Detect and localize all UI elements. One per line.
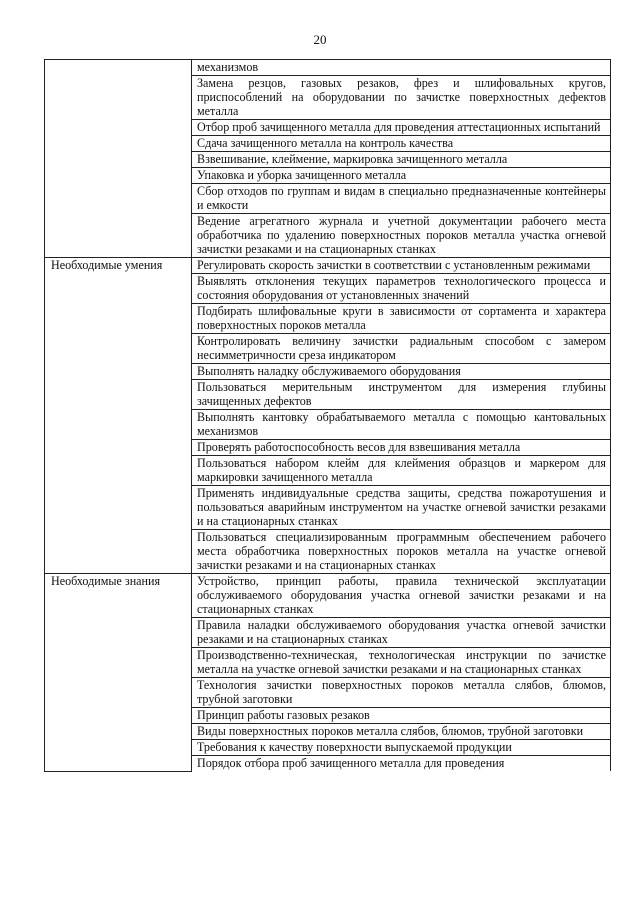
table-cell-item: Выполнять наладку обслуживаемого оборудования bbox=[192, 364, 611, 380]
category-cell-required-skills: Необходимые умения bbox=[45, 258, 192, 574]
table-cell-item: Упаковка и уборка зачищенного металла bbox=[192, 168, 611, 184]
table-cell-item: Замена резцов, газовых резаков, фрез и шлифовальных кругов, приспособлений на оборудовании по зачистке поверхностных дефектов металла bbox=[192, 76, 611, 120]
table-row bbox=[45, 574, 611, 618]
table-cell-item: Регулировать скорость зачистки в соответствии с установленным режимами bbox=[192, 258, 611, 274]
table-cell-item: Отбор проб зачищенного металла для проведения аттестационных испытаний bbox=[192, 120, 611, 136]
table-cell-item: Подбирать шлифовальные круги в зависимости от сортамента и характера поверхностных пороков металла bbox=[192, 304, 611, 334]
table-cell-item: Принцип работы газовых резаков bbox=[192, 708, 611, 724]
table-cell-item: Устройство, принцип работы, правила технической эксплуатации обслуживаемого оборудования участка огневой зачистки резаками и на стационарных станках bbox=[192, 574, 611, 618]
category-cell-required-knowledge: Необходимые знания bbox=[45, 574, 192, 772]
category-cell-labor-actions-continued bbox=[45, 60, 192, 258]
table-cell-item: Применять индивидуальные средства защиты, средства пожаротушения и пользоваться аварийным инструментом на участке огневой зачистки резаками и на стационарных станках bbox=[192, 486, 611, 530]
table-cell-item: Ведение агрегатного журнала и учетной документации рабочего места обработчика по удалению поверхностных пороков металла участка огневой зачистки резаками и на стационарных станках bbox=[192, 214, 611, 258]
page-number: 20 bbox=[313, 32, 327, 47]
table-cell-item: Пользоваться мерительным инструментом для измерения глубины зачищенных дефектов bbox=[192, 380, 611, 410]
table-cell-item: Пользоваться набором клейм для клеймения образцов и маркером для маркировки зачищенного металла bbox=[192, 456, 611, 486]
table-cell-item: Пользоваться специализированным программным обеспечением рабочего места обработчика поверхностных пороков металла на участке огневой зачистки резаками и на стационарных станках bbox=[192, 530, 611, 574]
table-cell-item: Проверять работоспособность весов для взвешивания металла bbox=[192, 440, 611, 456]
table-cell-item: Требования к качеству поверхности выпускаемой продукции bbox=[192, 740, 611, 756]
table-cell-item: Контролировать величину зачистки радиальным способом с замером несимметричности среза индикатором bbox=[192, 334, 611, 364]
table-cell-item: Сбор отходов по группам и видам в специально предназначенные контейнеры и емкости bbox=[192, 184, 611, 214]
table-cell-item: Производственно-техническая, технологическая инструкции по зачистке металла на участке огневой зачистки резаками и на стационарных станках bbox=[192, 648, 611, 678]
table-cell-item: Правила наладки обслуживаемого оборудования участка огневой зачистки резаками и на стационарных станках bbox=[192, 618, 611, 648]
table-row bbox=[45, 258, 611, 274]
table-cell-item: Порядок отбора проб зачищенного металла для проведения bbox=[192, 756, 611, 772]
table-cell-item: Выявлять отклонения текущих параметров технологического процесса и состояния оборудования от установленных значений bbox=[192, 274, 611, 304]
table-cell-item: механизмов bbox=[192, 60, 611, 76]
table-cell-item: Выполнять кантовку обрабатываемого металла с помощью кантовальных механизмов bbox=[192, 410, 611, 440]
requirements-table bbox=[44, 59, 611, 772]
table-cell-item: Виды поверхностных пороков металла слябов, блюмов, трубной заготовки bbox=[192, 724, 611, 740]
table-cell-item: Сдача зачищенного металла на контроль качества bbox=[192, 136, 611, 152]
table-cell-item: Взвешивание, клеймение, маркировка зачищенного металла bbox=[192, 152, 611, 168]
table-cell-item: Технология зачистки поверхностных пороков металла слябов, блюмов, трубной заготовки bbox=[192, 678, 611, 708]
table-row bbox=[45, 60, 611, 76]
